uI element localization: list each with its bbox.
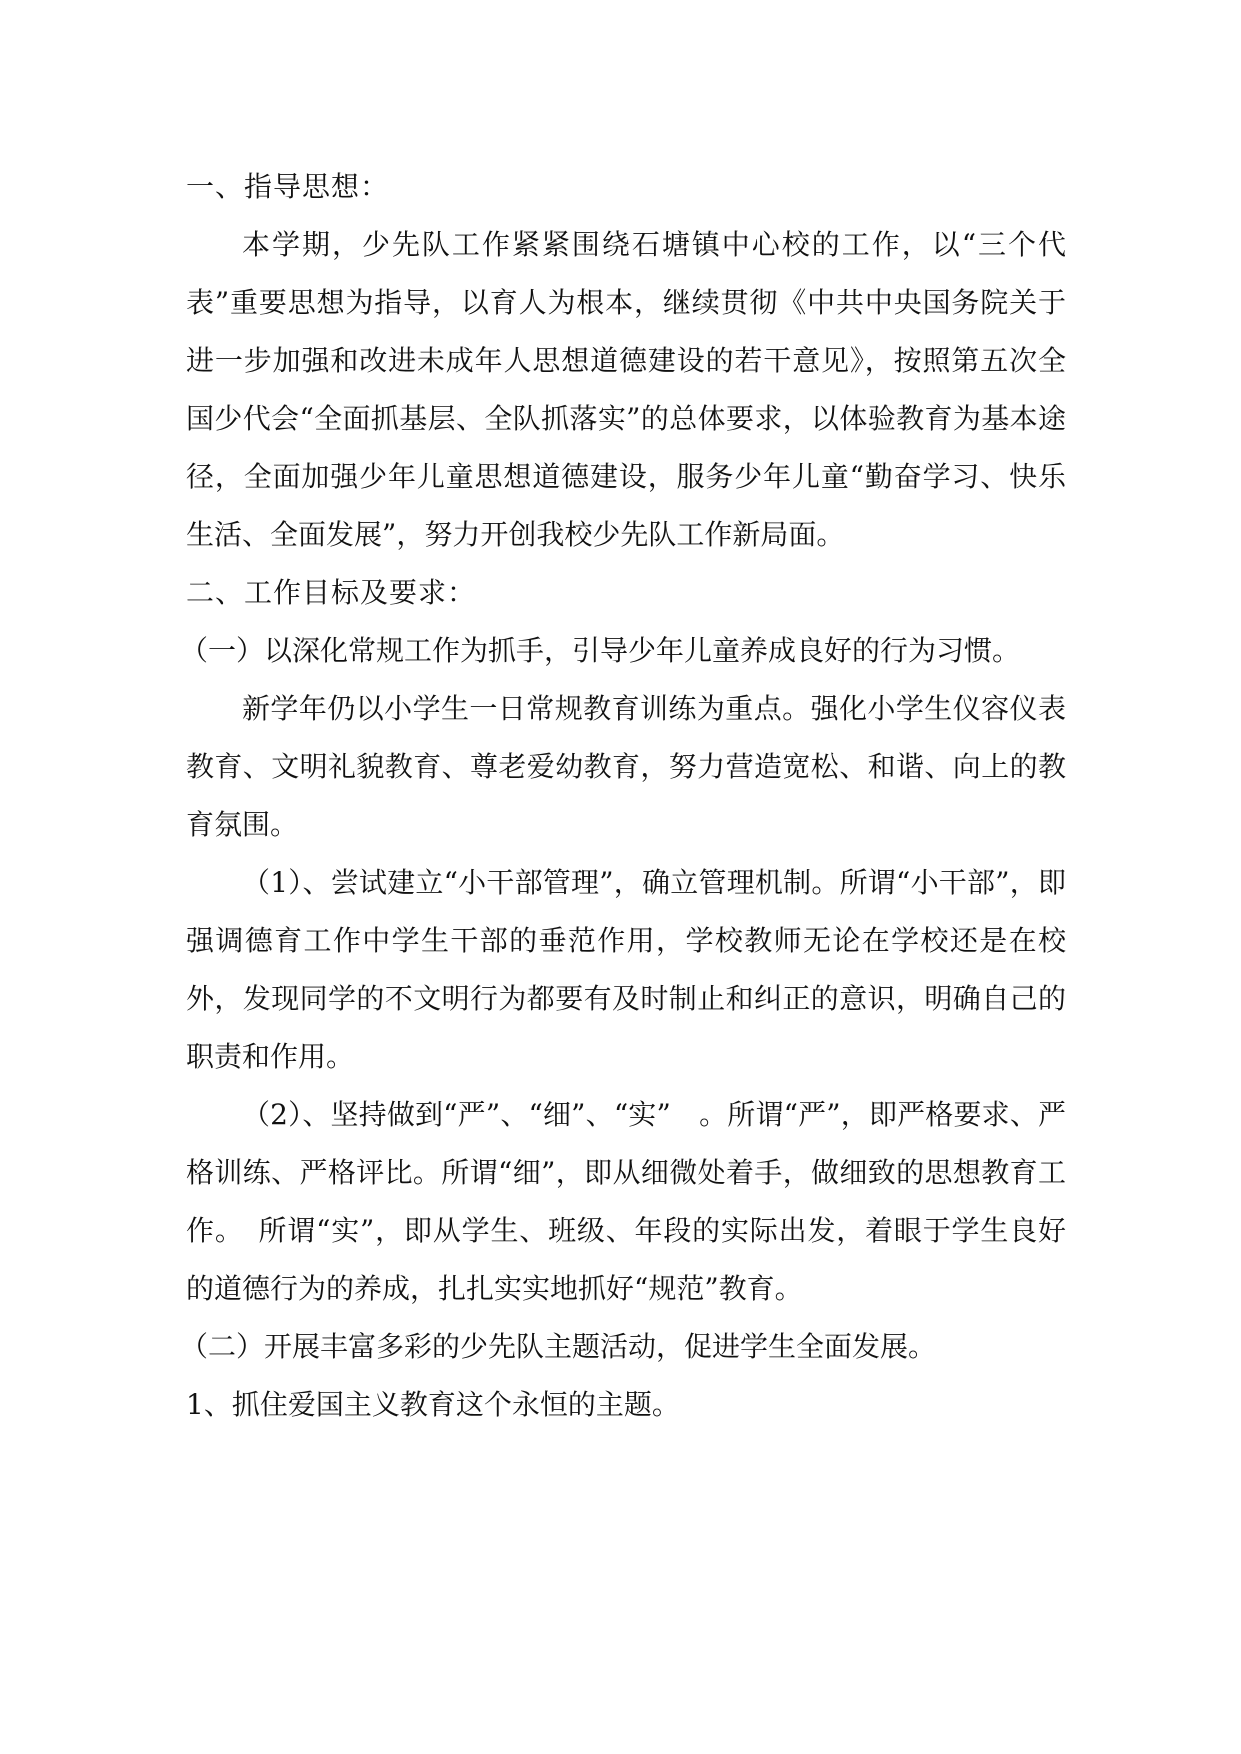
paragraph-student-cadre: （1）、尝试建立“小干部管理”，确立管理机制。所谓“小干部”，即强调德育工作中学生干部的垂范作用，学校教师无论在学校还是在校外，发现同学的不文明行为都要有及时制止和纠正的意识，明确自己的职责和作用。: [186, 866, 1066, 1073]
sub-heading-routine-work: （一）以深化常规工作为抓手，引导少年儿童养成良好的行为习惯。: [180, 634, 1021, 667]
paragraph-routine-education: 新学年仍以小学生一日常规教育训练为重点。强化小学生仪容仪表教育、文明礼貌教育、尊老爱幼教育，努力营造宽松、和谐、向上的教育氛围。: [186, 692, 1066, 841]
section-heading-goals: 二、工作目标及要求：: [186, 576, 477, 609]
paragraph-strict-detailed-practical: （2）、坚持做到“严”、“细”、“实” 。所谓“严”，即严格要求、严格训练、严格评比。所谓“细”，即从细微处着手，做细致的思想教育工作。 所谓“实”，即从学生、班级、年段的实际出发，着眼于学生良好的道德行为的养成，扎扎实实地抓好“规范”教育。: [186, 1098, 1066, 1305]
sub-heading-theme-activities: （二）开展丰富多彩的少先队主题活动，促进学生全面发展。: [180, 1330, 937, 1363]
list-item-patriotism: 1、抓住爱国主义教育这个永恒的主题。: [186, 1388, 680, 1421]
paragraph-guiding-ideology: 本学期，少先队工作紧紧围绕石塘镇中心校的工作，以“三个代表”重要思想为指导，以育人为根本，继续贯彻《中共中央国务院关于进一步加强和改进未成年人思想道德建设的若干意见》，按照第五次全国少代会“全面抓基层、全队抓落实”的总体要求，以体验教育为基本途径，全面加强少年儿童思想道德建设，服务少年儿童“勤奋学习、快乐生活、全面发展”，努力开创我校少先队工作新局面。: [186, 228, 1066, 551]
document-body: [180, 158, 1066, 1434]
section-heading-guiding-ideology: 一、指导思想：: [186, 170, 390, 203]
